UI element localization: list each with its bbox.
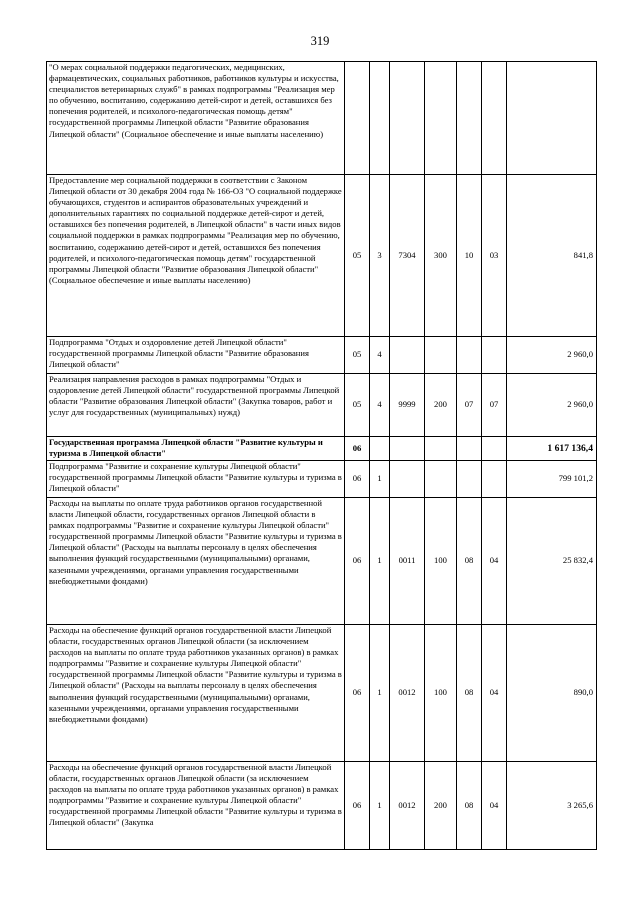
expense-type-code (425, 337, 457, 374)
row-name: Расходы на обеспечение функций органов государственной власти Липецкой области, государственных органов Липецкой области (за исключением расходов на выплаты по оплате труда работников указанных органов) в рамках подпрограммы "Развитие и сохранение культуры Липецкой области" государственной программы Липецкой области "Развитие культуры и туризма в Липецкой области" (Закупка (47, 762, 345, 850)
subprogram-code (370, 62, 390, 175)
expense-type-code (425, 437, 457, 461)
row-name: Расходы на обеспечение функций органов государственной власти Липецкой области, государственных органов Липецкой области (за исключением расходов на выплаты по оплате труда работников указанных органов) в рамках подпрограммы "Развитие и сохранение культуры Липецкой области" государственной программы Липецкой области "Развитие культуры и туризма в Липецкой области" (Расходы на выплаты персоналу в целях обеспечения выполнения функций государственными (муниципальными) органами, казенными учреждениями, органами управления государственными внебюджетными фондами) (47, 625, 345, 762)
row-name: "О мерах социальной поддержки педагогических, медицинских, фармацевтических, социальных работников, работников культуры и искусства, специалистов ветеринарных служб" в рамках подпрограммы "Реализация мер по обучению, воспитанию, содержанию детей-сирот и детей, оставшихся без попечения родителей, и психолого-педагогическая помощь детям" государственной программы Липецкой области "Развитие образования Липецкой области" (Социальное обеспечение и иные выплаты населению) (47, 62, 345, 175)
amount: 2 960,0 (507, 337, 597, 374)
section-code (457, 461, 482, 498)
section-code (457, 62, 482, 175)
expense-direction-code: 0012 (390, 762, 425, 850)
section-code: 10 (457, 175, 482, 337)
expense-direction-code: 9999 (390, 374, 425, 437)
page-number: 319 (310, 34, 330, 48)
amount: 799 101,2 (507, 461, 597, 498)
amount: 3 265,6 (507, 762, 597, 850)
amount: 2 960,0 (507, 374, 597, 437)
expense-direction-code: 0012 (390, 625, 425, 762)
row-name: Подпрограмма "Развитие и сохранение культуры Липецкой области" государственной программы Липецкой области "Развитие культуры и туризма в Липецкой области" (47, 461, 345, 498)
row-name: Расходы на выплаты по оплате труда работников органов государственной власти Липецкой области, государственных органов Липецкой области в рамках подпрограммы "Развитие и сохранение культуры Липецкой области" государственной программы Липецкой области "Развитие культуры и туризма в Липецкой области" (Расходы на выплаты персоналу в целях обеспечения выполнения функций государственными (муниципальными) органами, казенными учреждениями, органами управления государственными внебюджетными фондами) (47, 498, 345, 625)
expense-direction-code: 7304 (390, 175, 425, 337)
program-code: 06 (345, 498, 370, 625)
row-name: Реализация направления расходов в рамках подпрограммы "Отдых и оздоровление детей Липецкой области" государственной программы Липецкой области "Развитие образования Липецкой области" (Закупка товаров, работ и услуг для государственных (муниципальных) нужд) (47, 374, 345, 437)
expense-direction-code (390, 437, 425, 461)
subsection-code: 04 (482, 498, 507, 625)
row-name: Государственная программа Липецкой области "Развитие культуры и туризма в Липецкой области" (47, 437, 345, 461)
table-row (47, 625, 597, 762)
subprogram-code: 1 (370, 762, 390, 850)
table-row (47, 337, 597, 374)
program-code: 06 (345, 762, 370, 850)
program-code: 06 (345, 437, 370, 461)
subsection-code (482, 461, 507, 498)
expense-type-code: 200 (425, 374, 457, 437)
expense-type-code: 300 (425, 175, 457, 337)
row-name: Подпрограмма "Отдых и оздоровление детей Липецкой области" государственной программы Липецкой области "Развитие образования Липецкой области" (47, 337, 345, 374)
table-row (47, 762, 597, 850)
expense-direction-code (390, 62, 425, 175)
table-row (47, 175, 597, 337)
table-row (47, 498, 597, 625)
row-name: Предоставление мер социальной поддержки в соответствии с Законом Липецкой области от 30 декабря 2004 года № 166-ОЗ "О социальной поддержке обучающихся, студентов и аспирантов образовательных учреждений и дополнительных гарантиях по социальной поддержке детей-сирот и детей, оставшихся без попечения родителей, в Липецкой области" в части иных видов социальной поддержки в рамках подпрограммы "Реализация мер по обучению, воспитанию, содержанию детей-сирот и детей, оставшихся без попечения родителей, и психолого-педагогическая помощь детям" государственной программы Липецкой области "Развитие образования Липецкой области" (Социальное обеспечение и иные выплаты населению) (47, 175, 345, 337)
subsection-code: 04 (482, 625, 507, 762)
subprogram-code: 3 (370, 175, 390, 337)
subprogram-code: 4 (370, 337, 390, 374)
expense-type-code: 100 (425, 498, 457, 625)
section-code: 08 (457, 762, 482, 850)
amount: 841,8 (507, 175, 597, 337)
amount: 25 832,4 (507, 498, 597, 625)
section-code: 08 (457, 625, 482, 762)
subsection-code (482, 62, 507, 175)
amount: 1 617 136,4 (507, 437, 597, 461)
section-code (457, 337, 482, 374)
subprogram-code: 1 (370, 625, 390, 762)
subsection-code: 03 (482, 175, 507, 337)
section-code: 07 (457, 374, 482, 437)
table-row (47, 374, 597, 437)
program-code: 06 (345, 625, 370, 762)
expense-direction-code (390, 337, 425, 374)
subsection-code: 04 (482, 762, 507, 850)
expense-type-code (425, 461, 457, 498)
program-code: 05 (345, 175, 370, 337)
subprogram-code: 1 (370, 461, 390, 498)
expense-direction-code: 0011 (390, 498, 425, 625)
program-code: 06 (345, 461, 370, 498)
section-code: 08 (457, 498, 482, 625)
table-row (47, 437, 597, 461)
amount: 890,0 (507, 625, 597, 762)
subprogram-code (370, 437, 390, 461)
program-code: 05 (345, 374, 370, 437)
expense-type-code (425, 62, 457, 175)
budget-table (46, 61, 597, 850)
program-code: 05 (345, 337, 370, 374)
subsection-code (482, 337, 507, 374)
section-code (457, 437, 482, 461)
expense-type-code: 100 (425, 625, 457, 762)
table-row (47, 461, 597, 498)
subprogram-code: 4 (370, 374, 390, 437)
amount (507, 62, 597, 175)
subprogram-code: 1 (370, 498, 390, 625)
expense-direction-code (390, 461, 425, 498)
table-row (47, 62, 597, 175)
expense-type-code: 200 (425, 762, 457, 850)
subsection-code: 07 (482, 374, 507, 437)
program-code (345, 62, 370, 175)
subsection-code (482, 437, 507, 461)
